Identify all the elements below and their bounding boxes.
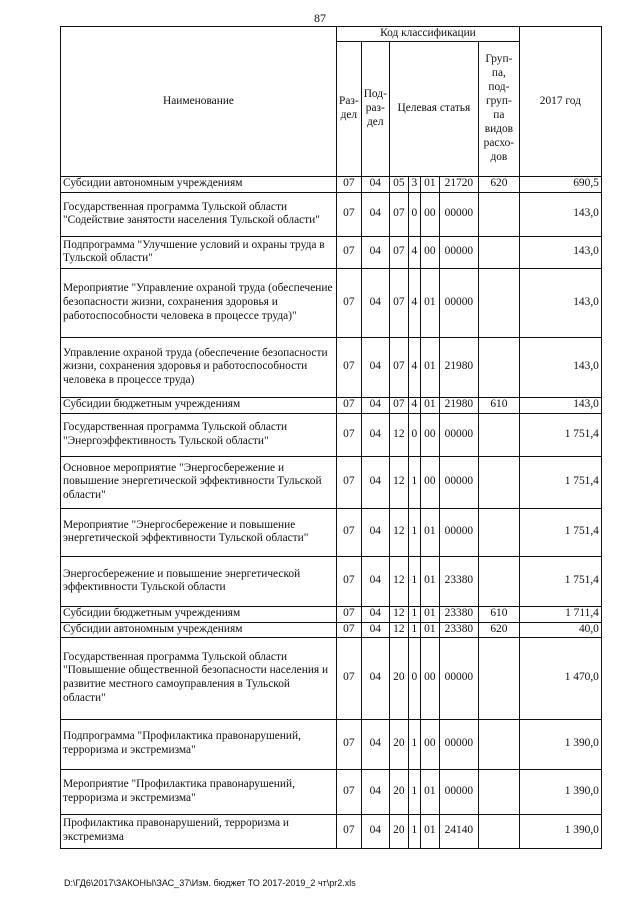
row-target-event: 01 [420,814,439,848]
row-target-program: 07 [389,268,408,337]
row-target-subprogram: 1 [408,556,420,606]
header-section: Раз- дел [337,41,362,176]
row-expense-group [478,637,519,719]
row-expense-group [478,814,519,848]
row-target-event: 01 [420,556,439,606]
row-name: Управление охраной труда (обеспечение безопасности жизни, сохранения здоровья и работоспособности человека в процессе труда) [61,337,337,397]
row-expense-group [478,769,519,814]
row-section: 07 [337,606,362,622]
row-amount: 143,0 [519,236,601,268]
row-section: 07 [337,637,362,719]
row-name: Мероприятие "Профилактика правонарушений, терроризма и экстремизма" [61,769,337,814]
row-target-direction: 00000 [439,456,478,508]
row-expense-group [478,508,519,556]
row-expense-group [478,556,519,606]
row-target-program: 20 [389,814,408,848]
row-expense-group [478,719,519,769]
row-target-event: 00 [420,637,439,719]
row-section: 07 [337,268,362,337]
header-year: 2017 год [519,27,601,177]
row-amount: 1 711,4 [519,606,601,622]
row-target-event: 00 [420,192,439,236]
table-row [61,556,602,606]
row-target-subprogram: 1 [408,456,420,508]
budget-table [60,26,602,849]
row-target-direction: 00000 [439,508,478,556]
row-subsection: 04 [361,719,389,769]
row-amount: 1 751,4 [519,456,601,508]
row-target-direction: 21980 [439,397,478,413]
row-amount: 1 751,4 [519,556,601,606]
row-subsection: 04 [361,268,389,337]
row-section: 07 [337,337,362,397]
header-subsection: Под- раз- дел [361,41,389,176]
row-target-event: 01 [420,337,439,397]
row-amount: 1 751,4 [519,508,601,556]
row-target-direction: 21720 [439,176,478,192]
row-section: 07 [337,719,362,769]
row-target-program: 07 [389,397,408,413]
row-expense-group: 610 [478,606,519,622]
table-row [61,397,602,413]
row-expense-group: 620 [478,176,519,192]
row-amount: 1 390,0 [519,814,601,848]
row-expense-group [478,268,519,337]
row-section: 07 [337,176,362,192]
row-target-direction: 00000 [439,192,478,236]
table-row [61,719,602,769]
table-row [61,456,602,508]
row-name: Мероприятие "Управление охраной труда (обеспечение безопасности жизни, сохранения здоровья и работоспособности человека в процессе труда)" [61,268,337,337]
row-target-subprogram: 4 [408,236,420,268]
header-code: Код классификации [337,27,520,42]
row-name: Субсидии бюджетным учреждениям [61,606,337,622]
row-target-direction: 00000 [439,719,478,769]
row-target-program: 12 [389,508,408,556]
row-subsection: 04 [361,769,389,814]
row-name: Основное мероприятие "Энергосбережение и повышение энергетической эффективности Тульской области" [61,456,337,508]
table-row [61,606,602,622]
row-section: 07 [337,397,362,413]
row-target-event: 01 [420,606,439,622]
row-name: Государственная программа Тульской области "Содействие занятости населения Тульской области" [61,192,337,236]
row-section: 07 [337,192,362,236]
row-target-event: 00 [420,413,439,456]
row-name: Профилактика правонарушений, терроризма и экстремизма [61,814,337,848]
table-row [61,622,602,637]
row-subsection: 04 [361,337,389,397]
row-target-subprogram: 4 [408,337,420,397]
row-expense-group [478,236,519,268]
row-subsection: 04 [361,556,389,606]
row-amount: 1 470,0 [519,637,601,719]
row-target-event: 00 [420,456,439,508]
row-name: Государственная программа Тульской области "Повышение общественной безопасности населения и развитие местного самоуправления в Тульской области" [61,637,337,719]
row-subsection: 04 [361,606,389,622]
row-subsection: 04 [361,508,389,556]
table-row [61,508,602,556]
row-expense-group: 620 [478,622,519,637]
row-subsection: 04 [361,176,389,192]
row-subsection: 04 [361,622,389,637]
row-subsection: 04 [361,413,389,456]
row-section: 07 [337,814,362,848]
row-target-event: 00 [420,719,439,769]
table-row [61,268,602,337]
row-target-program: 12 [389,413,408,456]
row-target-subprogram: 1 [408,508,420,556]
row-target-subprogram: 3 [408,176,420,192]
row-target-subprogram: 4 [408,397,420,413]
table-row [61,236,602,268]
row-amount: 1 751,4 [519,413,601,456]
row-target-direction: 00000 [439,268,478,337]
row-target-subprogram: 1 [408,606,420,622]
row-subsection: 04 [361,192,389,236]
row-target-subprogram: 1 [408,622,420,637]
row-name: Подпрограмма "Улучшение условий и охраны труда в Тульской области" [61,236,337,268]
header-group: Груп- па, под- груп- па видов расхо- дов [478,41,519,176]
row-subsection: 04 [361,456,389,508]
table-row [61,337,602,397]
row-amount: 1 390,0 [519,769,601,814]
row-amount: 143,0 [519,397,601,413]
row-target-direction: 00000 [439,637,478,719]
table-row [61,413,602,456]
header-name: Наименование [61,27,337,177]
row-expense-group: 610 [478,397,519,413]
row-target-program: 12 [389,556,408,606]
row-target-program: 07 [389,236,408,268]
row-name: Субсидии бюджетным учреждениям [61,397,337,413]
row-target-subprogram: 1 [408,719,420,769]
row-target-program: 20 [389,637,408,719]
table-body [61,176,602,848]
row-target-program: 20 [389,719,408,769]
row-target-event: 01 [420,769,439,814]
row-name: Субсидии автономным учреждениям [61,176,337,192]
row-target-subprogram: 4 [408,268,420,337]
row-target-program: 05 [389,176,408,192]
row-section: 07 [337,622,362,637]
table-row [61,637,602,719]
row-amount: 143,0 [519,192,601,236]
row-target-event: 01 [420,622,439,637]
row-target-direction: 00000 [439,769,478,814]
row-target-program: 12 [389,456,408,508]
row-subsection: 04 [361,637,389,719]
row-target-program: 12 [389,622,408,637]
row-target-program: 12 [389,606,408,622]
row-target-direction: 24140 [439,814,478,848]
row-section: 07 [337,456,362,508]
row-target-event: 01 [420,176,439,192]
row-target-event: 01 [420,397,439,413]
row-target-direction: 00000 [439,413,478,456]
row-amount: 143,0 [519,337,601,397]
row-target-subprogram: 1 [408,814,420,848]
table-row [61,769,602,814]
row-amount: 40,0 [519,622,601,637]
row-target-program: 20 [389,769,408,814]
row-target-subprogram: 0 [408,192,420,236]
row-section: 07 [337,556,362,606]
row-expense-group [478,413,519,456]
row-subsection: 04 [361,397,389,413]
row-target-subprogram: 0 [408,413,420,456]
row-target-subprogram: 0 [408,637,420,719]
row-amount: 1 390,0 [519,719,601,769]
row-target-direction: 23380 [439,556,478,606]
row-expense-group [478,192,519,236]
row-section: 07 [337,236,362,268]
row-section: 07 [337,413,362,456]
row-target-event: 01 [420,508,439,556]
row-target-program: 07 [389,337,408,397]
row-target-direction: 23380 [439,622,478,637]
table-row [61,814,602,848]
row-subsection: 04 [361,814,389,848]
row-section: 07 [337,769,362,814]
row-expense-group [478,337,519,397]
row-target-direction: 00000 [439,236,478,268]
row-target-event: 01 [420,268,439,337]
file-path-footer: D:\ГД6\2017\ЗАКОНЫ\ЗАС_37\Изм. бюджет ТО 2017-2019_2 чт\pr2.xls [64,878,356,888]
row-section: 07 [337,508,362,556]
page-number: 87 [314,11,326,25]
row-target-subprogram: 1 [408,769,420,814]
table-row [61,192,602,236]
row-name: Субсидии автономным учреждениям [61,622,337,637]
row-name: Государственная программа Тульской области "Энергоэффективность Тульской области" [61,413,337,456]
row-target-direction: 21980 [439,337,478,397]
row-name: Подпрограмма "Профилактика правонарушений, терроризма и экстремизма" [61,719,337,769]
header-row-1 [61,27,602,42]
row-expense-group [478,456,519,508]
table-row [61,176,602,192]
row-amount: 143,0 [519,268,601,337]
row-target-event: 00 [420,236,439,268]
row-name: Мероприятие "Энергосбережение и повышение энергетической эффективности Тульской области" [61,508,337,556]
row-target-program: 07 [389,192,408,236]
row-amount: 690,5 [519,176,601,192]
row-name: Энергосбережение и повышение энергетической эффективности Тульской области [61,556,337,606]
row-subsection: 04 [361,236,389,268]
header-target: Целевая статья [389,41,478,176]
row-target-direction: 23380 [439,606,478,622]
